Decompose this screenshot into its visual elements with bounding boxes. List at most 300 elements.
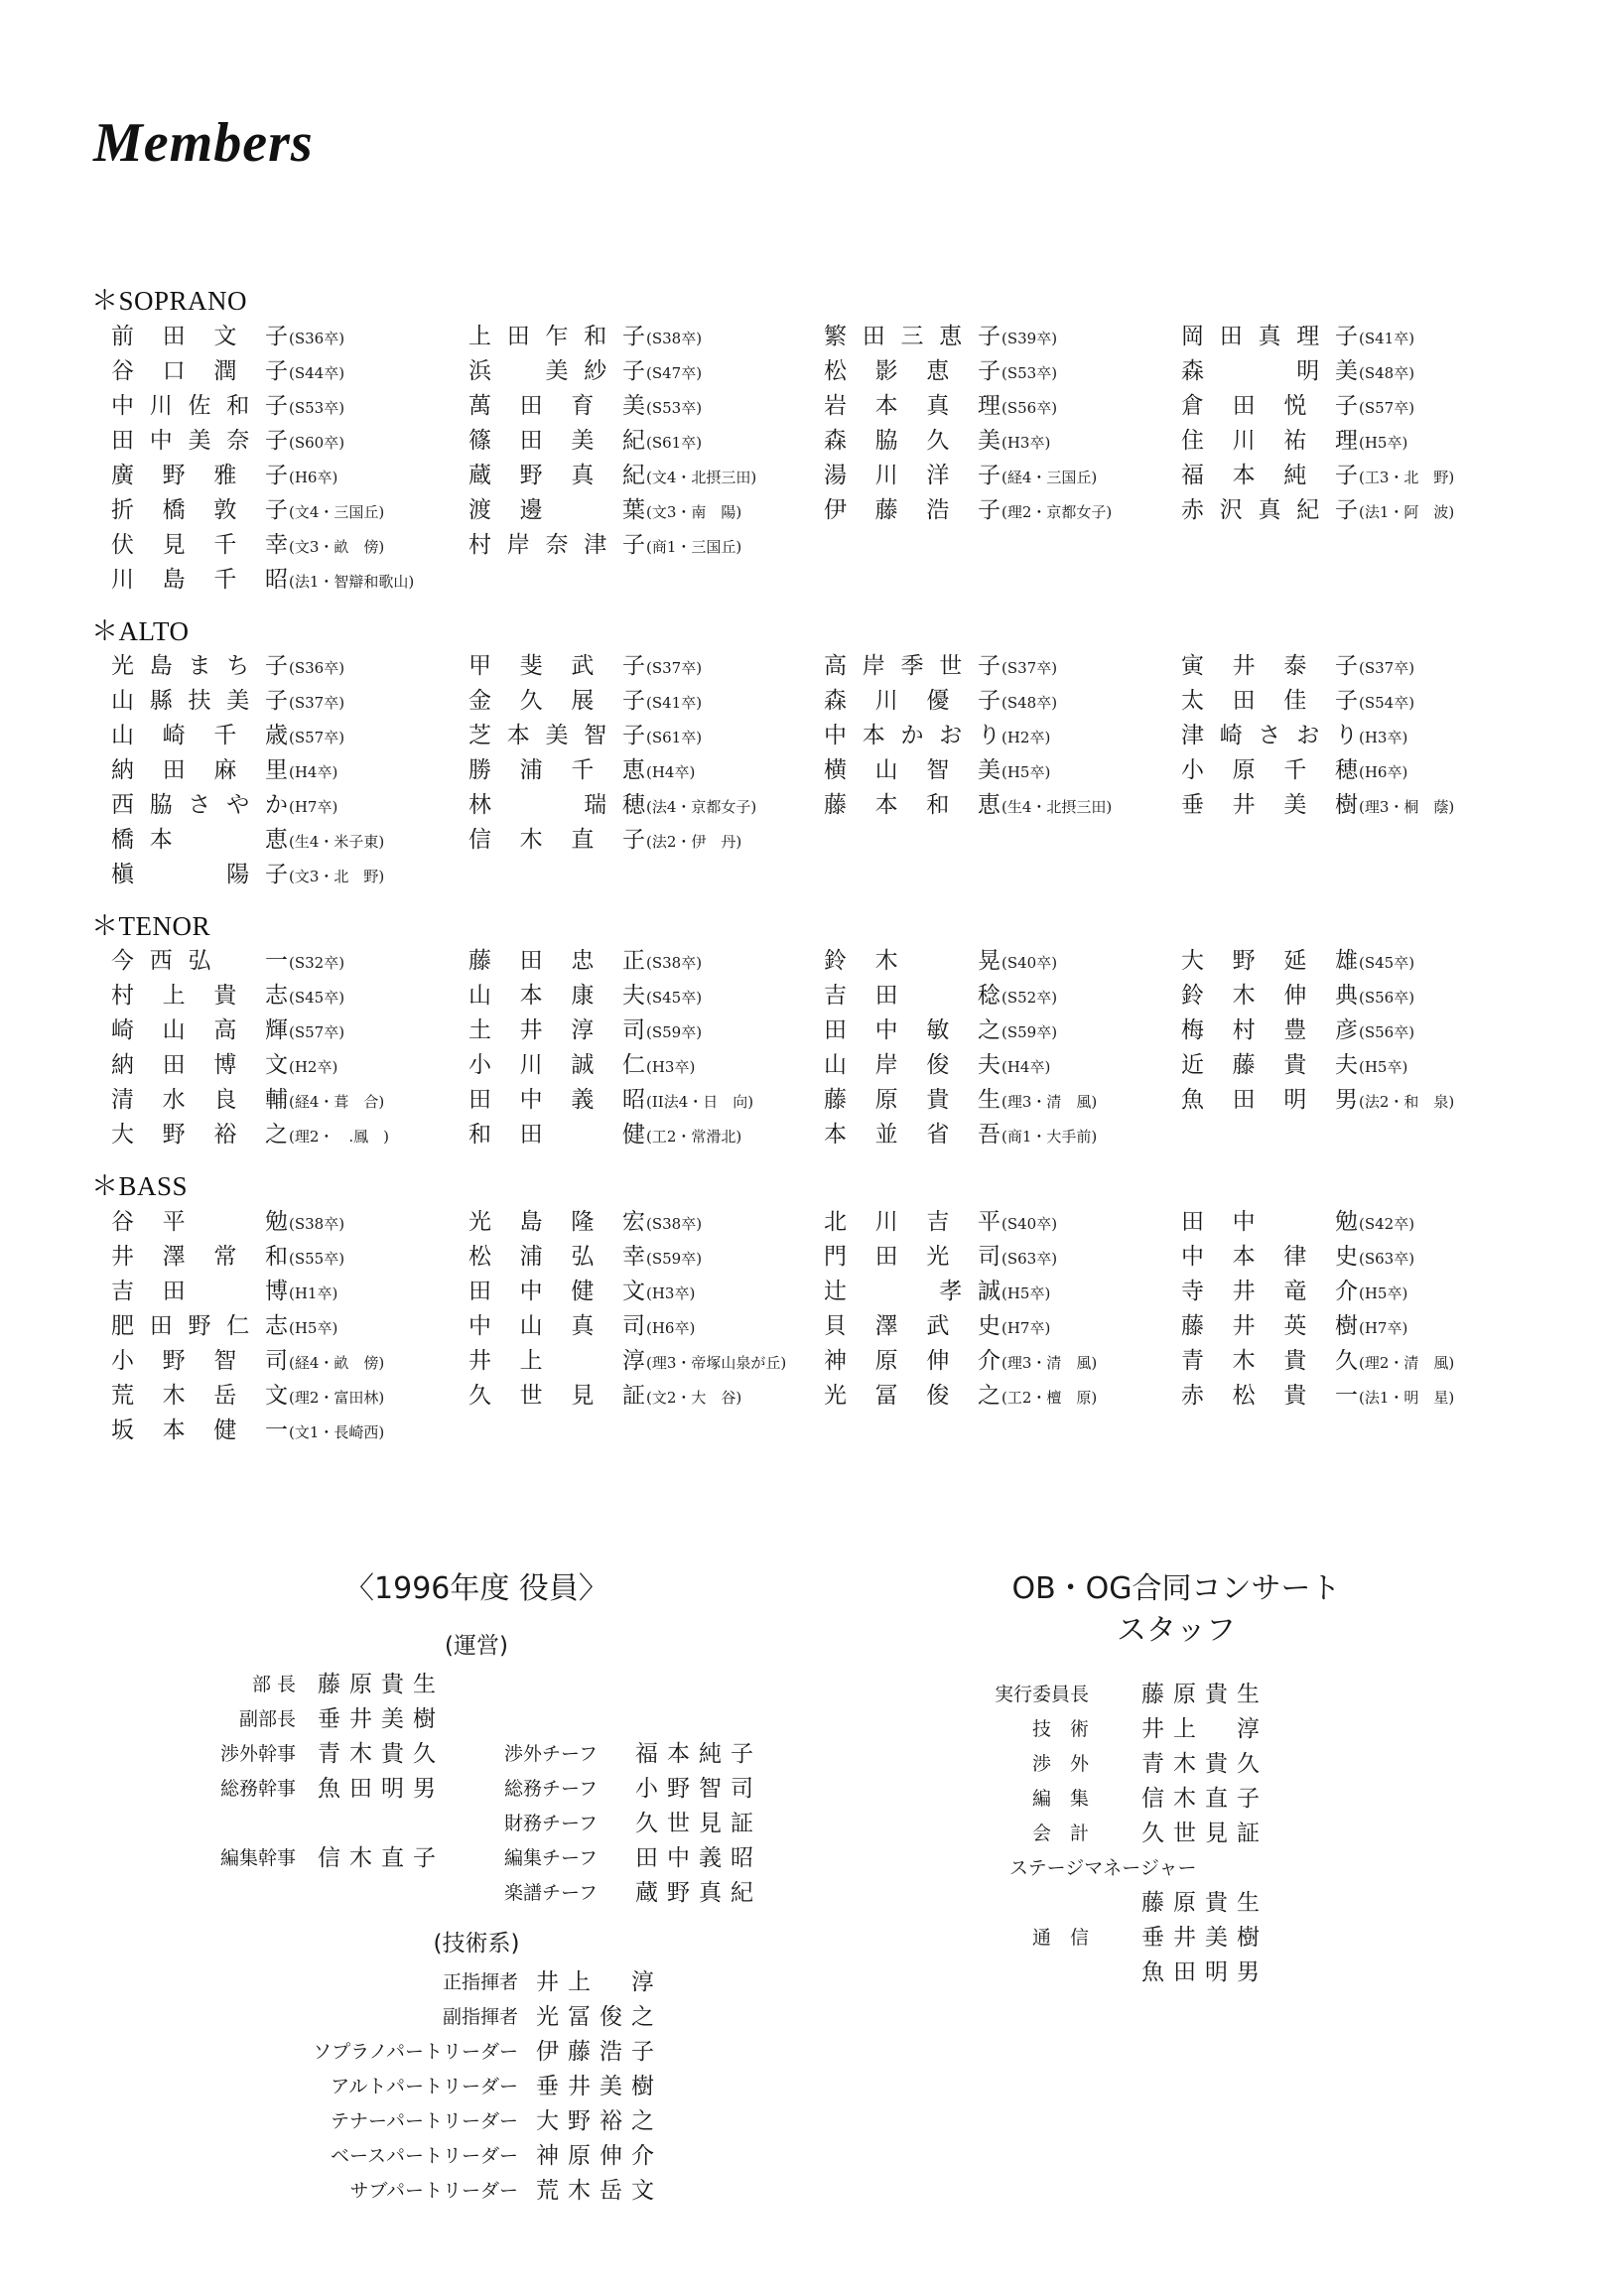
member-entry (111, 1377, 468, 1410)
officer-role: 副部長 (238, 1708, 296, 1730)
member-name: 小原千穂 (1181, 757, 1358, 783)
member-name: 田中義昭 (468, 1087, 645, 1113)
member-entry (111, 561, 468, 594)
member-note: (H6卒) (646, 1319, 696, 1337)
member-name: 中川佐和子 (111, 393, 288, 419)
member-note: (S59卒) (646, 1023, 703, 1041)
section-heading-tenor: ＊TENOR (91, 911, 210, 941)
member-entry (824, 682, 1181, 715)
member-entry (824, 422, 1181, 455)
member-row (111, 387, 1501, 422)
member-name: 梅村豊彦 (1181, 1017, 1358, 1043)
member-note: (S48卒) (1001, 694, 1058, 712)
member-name: 鈴木 晃 (824, 948, 1001, 974)
officer-name: 青木貴久 (318, 1741, 445, 1767)
officer-name: 田中義昭 (635, 1845, 762, 1871)
member-name: 北川吉平 (824, 1209, 1001, 1235)
member-name: 廣野雅子 (111, 463, 288, 488)
member-note: (理2・清 風) (1359, 1354, 1455, 1372)
member-note: (経4・畝 傍) (289, 1354, 385, 1372)
member-entry (111, 526, 468, 559)
member-note: (S59卒) (646, 1250, 703, 1268)
member-name: 住川祐理 (1181, 428, 1358, 454)
member-note: (経4・三国丘) (1001, 469, 1098, 486)
member-name: 岡田真理子 (1181, 324, 1358, 349)
member-note: (S54卒) (1359, 694, 1415, 712)
member-name: 鈴木伸典 (1181, 983, 1358, 1009)
member-note: (S37卒) (1001, 659, 1058, 677)
member-note: (S53卒) (289, 399, 345, 417)
member-entry (111, 1238, 468, 1271)
member-row (111, 751, 1501, 786)
member-note: (文3・南 陽) (646, 503, 742, 521)
member-note: (S38卒) (646, 954, 703, 972)
member-row (111, 717, 1501, 751)
member-name: 高岸季世子 (824, 653, 1001, 679)
member-row (111, 1238, 1501, 1273)
member-name: 魚田明男 (1181, 1087, 1358, 1113)
member-name: 小野智司 (111, 1348, 288, 1374)
officer-role: 渉外チーフ (503, 1743, 598, 1765)
member-entry (468, 1116, 826, 1148)
member-note: (工2・檀 原) (1001, 1389, 1098, 1407)
member-note: (S45卒) (646, 989, 703, 1007)
member-entry (111, 977, 468, 1010)
officer-role: 総務幹事 (219, 1778, 296, 1800)
member-name: 横山智美 (824, 757, 1001, 783)
member-entry (468, 717, 826, 749)
member-name: 小川誠仁 (468, 1052, 645, 1078)
section-heading-alto: ＊ALTO (91, 616, 190, 646)
member-name: 久世見証 (468, 1383, 645, 1409)
member-note: (S56卒) (1359, 1023, 1415, 1041)
member-row (111, 786, 1501, 821)
member-row (111, 561, 1501, 596)
member-name: 藤田忠正 (468, 948, 645, 974)
member-note: (S60卒) (289, 434, 345, 452)
staff-row (968, 1710, 1464, 1745)
officer-name: 垂井美樹 (318, 1706, 445, 1732)
member-entry (468, 387, 826, 420)
member-entry (1181, 1273, 1538, 1305)
soprano-members (111, 318, 1501, 596)
member-entry (111, 942, 468, 975)
member-entry (111, 387, 468, 420)
member-entry (468, 1238, 826, 1271)
member-name: 村上貴志 (111, 983, 288, 1009)
officers-title: 〈1996年度 役員〉 (344, 1571, 608, 1606)
member-name: 槇 陽子 (111, 862, 288, 887)
member-entry (111, 751, 468, 784)
staff-row (968, 1919, 1464, 1954)
member-note: (S37卒) (1359, 659, 1415, 677)
officer-role: 正指揮者 (442, 1971, 518, 1993)
member-entry (111, 717, 468, 749)
member-name: 寺井竜介 (1181, 1279, 1358, 1304)
member-note: (理2・富田林) (289, 1389, 385, 1407)
officer-role: 副指揮者 (442, 2006, 518, 2028)
member-entry (468, 1377, 826, 1410)
member-name: 浜 美紗子 (468, 358, 645, 384)
member-note: (文4・北摂三田) (646, 469, 757, 486)
officer-row (169, 1874, 864, 1909)
member-name: 辻 孝誠 (824, 1279, 1001, 1304)
member-note: (H3卒) (1359, 729, 1408, 746)
officer-role: 楽譜チーフ (503, 1882, 598, 1904)
member-note: (S37卒) (646, 659, 703, 677)
member-name: 荒木岳文 (111, 1383, 288, 1409)
member-note: (S45卒) (1359, 954, 1415, 972)
member-note: (S42卒) (1359, 1215, 1415, 1233)
member-name: 近藤貴夫 (1181, 1052, 1358, 1078)
member-name: 崎山高輝 (111, 1017, 288, 1043)
member-name: 青木貴久 (1181, 1348, 1358, 1374)
member-name: 赤松貴一 (1181, 1383, 1358, 1409)
member-entry (468, 318, 826, 350)
member-row (111, 856, 1501, 890)
officer-name: 福本純子 (635, 1741, 762, 1767)
member-name: 芝本美智子 (468, 723, 645, 748)
staff-row (968, 1884, 1464, 1919)
staff-name: 垂井美樹 (1141, 1925, 1268, 1951)
officer-role: 編集幹事 (219, 1847, 296, 1869)
member-entry (111, 786, 468, 819)
member-row (111, 682, 1501, 717)
officer-name: 信木直子 (318, 1845, 445, 1871)
member-name: 橋本 恵 (111, 827, 288, 853)
member-note: (理3・帝塚山泉が丘) (646, 1354, 787, 1372)
member-entry (111, 1412, 468, 1444)
member-entry (111, 457, 468, 489)
member-name: 勝浦千恵 (468, 757, 645, 783)
member-entry (1181, 1342, 1538, 1375)
member-entry (1181, 942, 1538, 975)
staff-name: 藤原貴生 (1141, 1890, 1268, 1916)
officer-name: 久世見証 (635, 1811, 762, 1836)
member-entry (824, 1203, 1181, 1236)
member-note: (法1・智辯和歌山) (289, 573, 415, 591)
officer-role: 総務チーフ (503, 1778, 598, 1800)
member-name: 井澤常和 (111, 1244, 288, 1270)
member-entry (824, 352, 1181, 385)
member-name: 谷口潤子 (111, 358, 288, 384)
member-note: (S41卒) (646, 694, 703, 712)
member-row (111, 1412, 1501, 1446)
member-name: 甲斐武子 (468, 653, 645, 679)
member-row (111, 821, 1501, 856)
officer-row (169, 1963, 864, 1998)
member-entry (824, 387, 1181, 420)
member-note: (H5卒) (1359, 434, 1408, 452)
member-note: (法4・京都女子) (646, 798, 757, 816)
member-note: (H5卒) (1001, 763, 1051, 781)
member-note: (S57卒) (289, 729, 345, 746)
member-entry (468, 457, 826, 489)
member-name: 折橋敦子 (111, 497, 288, 523)
member-entry (824, 1273, 1181, 1305)
member-note: (S55卒) (289, 1250, 345, 1268)
member-note: (H6卒) (1359, 763, 1408, 781)
alto-members (111, 647, 1501, 890)
member-entry (111, 352, 468, 385)
officers-panel (169, 1563, 864, 2207)
member-entry (824, 1046, 1181, 1079)
member-name: 藤本和恵 (824, 792, 1001, 818)
member-name: 森川優子 (824, 688, 1001, 714)
member-note: (商1・大手前) (1001, 1128, 1098, 1146)
member-row (111, 977, 1501, 1012)
member-note: (H4卒) (1001, 1058, 1051, 1076)
member-row (111, 352, 1501, 387)
member-entry (824, 1342, 1181, 1375)
member-note: (H5卒) (289, 1319, 338, 1337)
officer-role: 編集チーフ (503, 1847, 598, 1869)
member-entry (468, 1342, 826, 1375)
staff-row (968, 1676, 1464, 1710)
officer-name: 小野智司 (635, 1776, 762, 1802)
officer-role: 部 長 (251, 1674, 296, 1695)
member-entry (468, 821, 826, 854)
member-name: 吉田 稔 (824, 983, 1001, 1009)
member-note: (工3・北 野) (1359, 469, 1455, 486)
member-note: (S38卒) (646, 1215, 703, 1233)
staff-role: 実行委員長 (994, 1684, 1089, 1705)
officer-row (169, 2172, 864, 2207)
member-note: (S38卒) (289, 1215, 345, 1233)
member-name: 渡邊 葉 (468, 497, 645, 523)
member-name: 神原伸介 (824, 1348, 1001, 1374)
member-entry (1181, 422, 1538, 455)
staff-role: 会 計 (1031, 1823, 1089, 1844)
member-note: (S39卒) (1001, 330, 1058, 347)
member-entry (111, 1273, 468, 1305)
staff-row (968, 1815, 1464, 1849)
member-note: (H3卒) (1001, 434, 1051, 452)
officers-group-heading-management: (運営) (445, 1633, 508, 1659)
officer-name: 垂井美樹 (536, 2074, 663, 2099)
member-row (111, 526, 1501, 561)
member-note: (S38卒) (646, 330, 703, 347)
tenor-members (111, 942, 1501, 1150)
officer-row (169, 1998, 864, 2033)
staff-name: 信木直子 (1141, 1786, 1268, 1812)
member-note: (S41卒) (1359, 330, 1415, 347)
member-entry (468, 1273, 826, 1305)
member-row (111, 1307, 1501, 1342)
member-name: 藤原貴生 (824, 1087, 1001, 1113)
member-entry (824, 942, 1181, 975)
officer-name: 伊藤浩子 (536, 2039, 663, 2065)
staff-role: 技 術 (1031, 1718, 1089, 1740)
member-row (111, 1081, 1501, 1116)
staff-role: 渉 外 (1031, 1753, 1089, 1775)
member-entry (824, 751, 1181, 784)
member-note: (S63卒) (1359, 1250, 1415, 1268)
member-note: (II法4・日 向) (646, 1093, 754, 1111)
member-note: (S40卒) (1001, 954, 1058, 972)
member-entry (111, 856, 468, 888)
member-note: (S32卒) (289, 954, 345, 972)
member-note: (S61卒) (646, 729, 703, 746)
member-name: 山崎千歳 (111, 723, 288, 748)
member-name: 繁田三恵子 (824, 324, 1001, 349)
member-note: (生4・米子東) (289, 833, 385, 851)
officer-row (169, 1805, 864, 1839)
member-entry (1181, 387, 1538, 420)
member-name: 松影恵子 (824, 358, 1001, 384)
member-name: 土井淳司 (468, 1017, 645, 1043)
member-note: (H2卒) (289, 1058, 338, 1076)
member-name: 納田博文 (111, 1052, 288, 1078)
member-name: 蔵野真紀 (468, 463, 645, 488)
member-note: (工2・常滑北) (646, 1128, 742, 1146)
officer-row (169, 2068, 864, 2102)
officer-role: アルトパートリーダー (331, 2076, 518, 2097)
member-entry (468, 647, 826, 680)
member-entry (111, 1307, 468, 1340)
member-note: (生4・北摂三田) (1001, 798, 1113, 816)
member-note: (理3・清 風) (1001, 1354, 1098, 1372)
member-note: (H7卒) (289, 798, 338, 816)
staff-name: 魚田明男 (1141, 1959, 1268, 1985)
officers-technical-list (169, 1963, 864, 2207)
member-note: (H1卒) (289, 1284, 338, 1302)
member-note: (S59卒) (1001, 1023, 1058, 1041)
member-name: 金久展子 (468, 688, 645, 714)
member-entry (824, 1081, 1181, 1114)
officer-role: ベースパートリーダー (330, 2145, 518, 2167)
officer-role: 渉外幹事 (219, 1743, 296, 1765)
officer-name: 荒木岳文 (536, 2178, 663, 2204)
member-name: 岩本真理 (824, 393, 1001, 419)
member-name: 赤沢真紀子 (1181, 497, 1358, 523)
member-row (111, 647, 1501, 682)
member-name: 肥田野仁志 (111, 1313, 288, 1339)
member-note: (S57卒) (1359, 399, 1415, 417)
member-note: (S47卒) (646, 364, 703, 382)
officer-name: 神原伸介 (536, 2143, 663, 2169)
member-entry (1181, 352, 1538, 385)
officer-name: 光冨俊之 (536, 2004, 663, 2030)
member-note: (H4卒) (289, 763, 338, 781)
member-note: (法1・阿 波) (1359, 503, 1455, 521)
member-note: (S37卒) (289, 694, 345, 712)
member-entry (111, 682, 468, 715)
member-row (111, 1046, 1501, 1081)
member-note: (H3卒) (646, 1058, 696, 1076)
officers-group-heading-technical: (技術系) (433, 1931, 520, 1957)
member-entry (824, 786, 1181, 819)
member-note: (文2・大 谷) (646, 1389, 742, 1407)
member-entry (111, 647, 468, 680)
member-entry (824, 717, 1181, 749)
member-name: 山岸俊夫 (824, 1052, 1001, 1078)
officer-role: 財務チーフ (503, 1813, 598, 1834)
member-note: (S40卒) (1001, 1215, 1058, 1233)
member-entry (468, 1203, 826, 1236)
member-name: 篠田美紀 (468, 428, 645, 454)
member-name: 坂本健一 (111, 1418, 288, 1443)
member-note: (S53卒) (1001, 364, 1058, 382)
member-note: (S45卒) (289, 989, 345, 1007)
member-entry (824, 1238, 1181, 1271)
page-title: Members (93, 112, 314, 174)
member-entry (1181, 717, 1538, 749)
officer-row (169, 1666, 864, 1700)
officer-row (169, 1770, 864, 1805)
member-row (111, 1012, 1501, 1046)
member-entry (1181, 1307, 1538, 1340)
member-row (111, 1342, 1501, 1377)
member-name: 今西弘 一 (111, 948, 288, 974)
staff-row (968, 1849, 1464, 1884)
member-entry (111, 1012, 468, 1044)
member-entry (824, 1012, 1181, 1044)
staff-row (968, 1745, 1464, 1780)
member-name: 伏見千幸 (111, 532, 288, 558)
member-row (111, 1116, 1501, 1150)
member-entry (111, 1342, 468, 1375)
member-entry (111, 1081, 468, 1114)
member-entry (468, 682, 826, 715)
member-name: 中山真司 (468, 1313, 645, 1339)
member-name: 太田佳子 (1181, 688, 1358, 714)
member-entry (1181, 1046, 1538, 1079)
member-name: 田中敏之 (824, 1017, 1001, 1043)
member-name: 伊藤浩子 (824, 497, 1001, 523)
member-name: 光島まち子 (111, 653, 288, 679)
member-entry (824, 1377, 1181, 1410)
member-name: 津崎さおり (1181, 723, 1358, 748)
member-note: (H6卒) (289, 469, 338, 486)
member-name: 湯川洋子 (824, 463, 1001, 488)
officer-name: 藤原貴生 (318, 1672, 445, 1697)
member-entry (1181, 682, 1538, 715)
member-name: 清水良輔 (111, 1087, 288, 1113)
member-name: 山本康夫 (468, 983, 645, 1009)
section-heading-soprano: ＊SOPRANO (91, 286, 248, 316)
member-note: (法2・和 泉) (1359, 1093, 1455, 1111)
member-entry (824, 318, 1181, 350)
member-name: 村岸奈津子 (468, 532, 645, 558)
member-note: (S57卒) (289, 1023, 345, 1041)
member-row (111, 1203, 1501, 1238)
member-note: (S53卒) (646, 399, 703, 417)
member-entry (468, 352, 826, 385)
member-entry (1181, 786, 1538, 819)
member-note: (H5卒) (1001, 1284, 1051, 1302)
member-note: (法1・明 星) (1359, 1389, 1455, 1407)
member-name: 福本純子 (1181, 463, 1358, 488)
member-name: 本並省吾 (824, 1122, 1001, 1148)
member-name: 中本律史 (1181, 1244, 1358, 1270)
member-entry (111, 821, 468, 854)
staff-name: 久世見証 (1141, 1821, 1268, 1846)
member-note: (H2卒) (1001, 729, 1051, 746)
member-note: (S56卒) (1359, 989, 1415, 1007)
member-note: (S56卒) (1001, 399, 1058, 417)
staff-list (968, 1676, 1464, 1988)
member-name: 信木直子 (468, 827, 645, 853)
member-name: 光島隆宏 (468, 1209, 645, 1235)
member-entry (1181, 647, 1538, 680)
member-name: 光冨俊之 (824, 1383, 1001, 1409)
member-note: (H3卒) (646, 1284, 696, 1302)
member-note: (S63卒) (1001, 1250, 1058, 1268)
officer-name: 大野裕之 (536, 2108, 663, 2134)
member-name: 藤井英樹 (1181, 1313, 1358, 1339)
member-entry (111, 1046, 468, 1079)
